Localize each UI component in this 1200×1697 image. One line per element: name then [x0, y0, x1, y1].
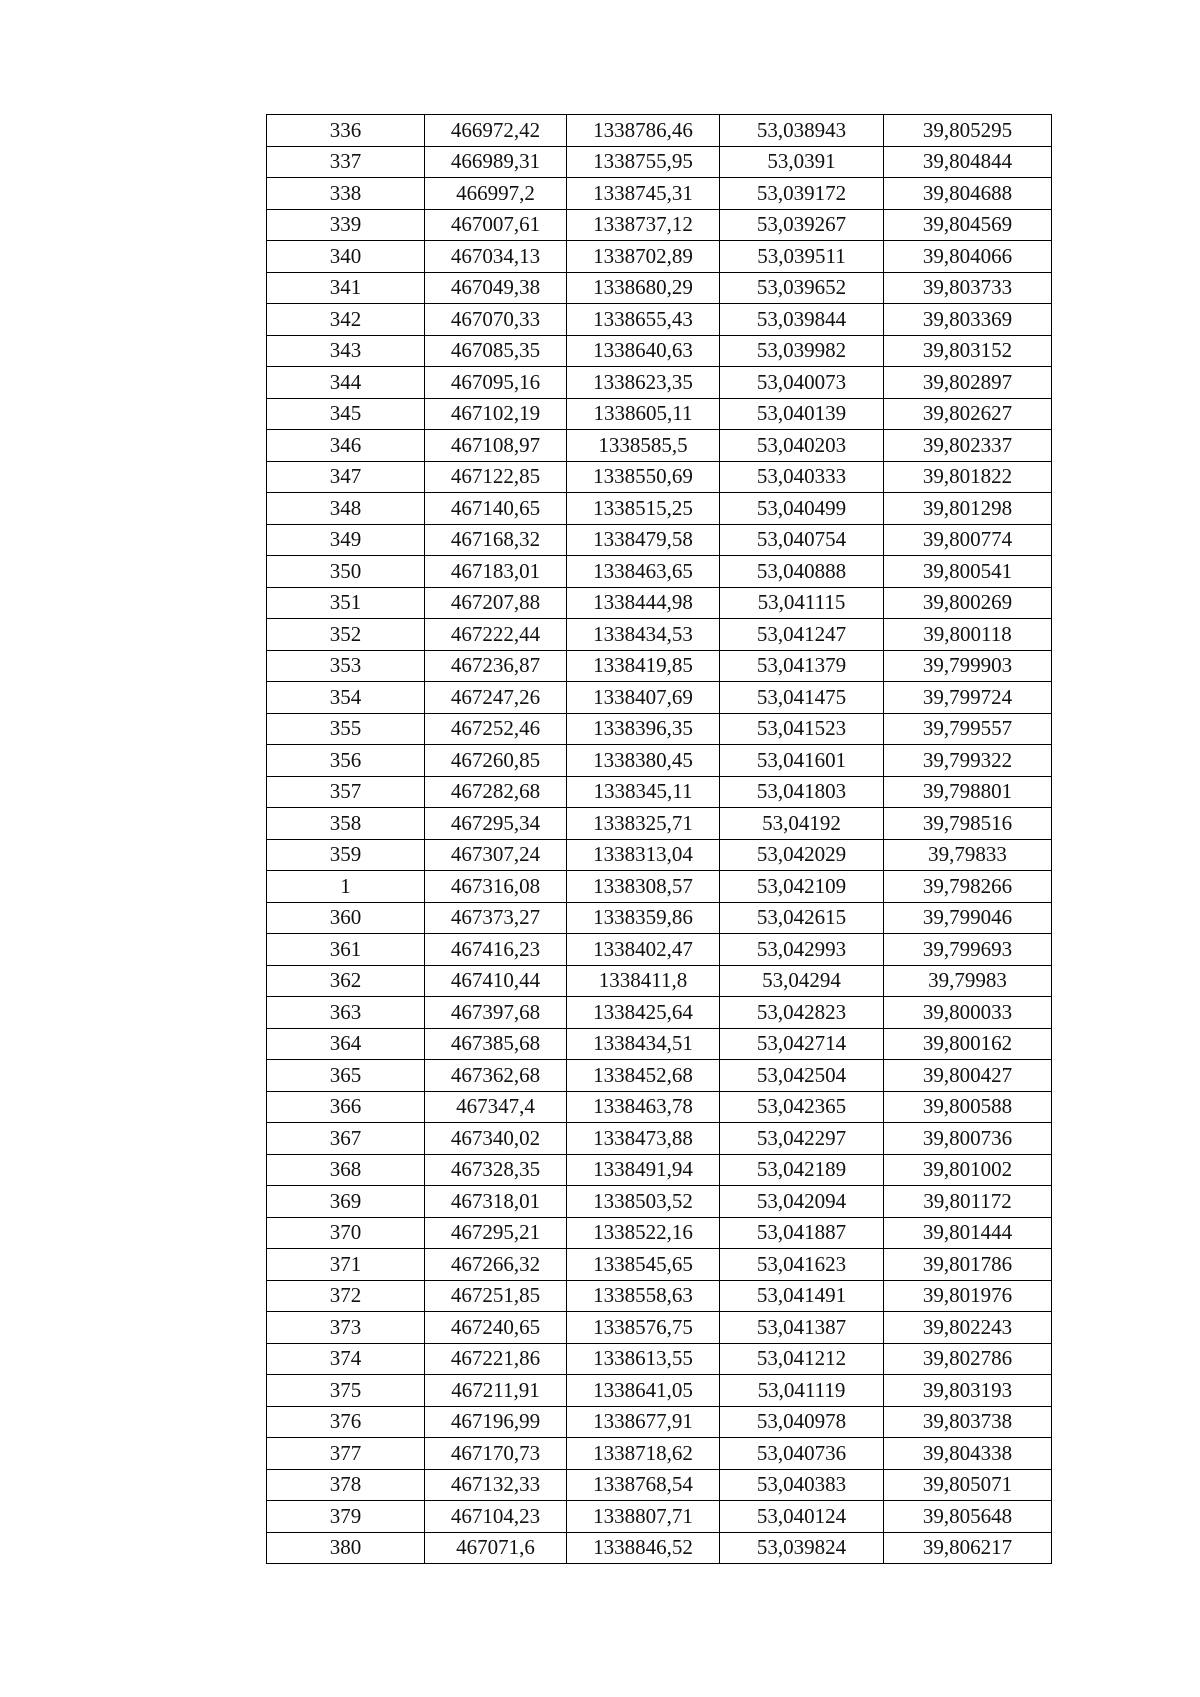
- y-coordinate-cell: 1338605,11: [567, 398, 720, 430]
- longitude-cell: 39,803733: [884, 272, 1052, 304]
- point-number-cell: 351: [267, 587, 425, 619]
- point-number-cell: 366: [267, 1091, 425, 1123]
- y-coordinate-cell: 1338768,54: [567, 1469, 720, 1501]
- x-coordinate-cell: 467266,32: [425, 1249, 567, 1281]
- longitude-cell: 39,798266: [884, 871, 1052, 903]
- latitude-cell: 53,040736: [720, 1438, 884, 1470]
- latitude-cell: 53,041247: [720, 619, 884, 651]
- x-coordinate-cell: 467034,13: [425, 241, 567, 273]
- x-coordinate-cell: 467410,44: [425, 965, 567, 997]
- point-number-cell: 350: [267, 556, 425, 588]
- latitude-cell: 53,041523: [720, 713, 884, 745]
- point-number-cell: 377: [267, 1438, 425, 1470]
- latitude-cell: 53,040499: [720, 493, 884, 525]
- table-row: [267, 1217, 1052, 1249]
- longitude-cell: 39,802627: [884, 398, 1052, 430]
- table-row: [267, 1469, 1052, 1501]
- point-number-cell: 373: [267, 1312, 425, 1344]
- table-row: [267, 1406, 1052, 1438]
- latitude-cell: 53,040124: [720, 1501, 884, 1533]
- longitude-cell: 39,799693: [884, 934, 1052, 966]
- x-coordinate-cell: 467385,68: [425, 1028, 567, 1060]
- table-row: [267, 1501, 1052, 1533]
- longitude-cell: 39,805648: [884, 1501, 1052, 1533]
- point-number-cell: 361: [267, 934, 425, 966]
- latitude-cell: 53,040978: [720, 1406, 884, 1438]
- table-row: [267, 745, 1052, 777]
- longitude-cell: 39,799724: [884, 682, 1052, 714]
- y-coordinate-cell: 1338396,35: [567, 713, 720, 745]
- y-coordinate-cell: 1338452,68: [567, 1060, 720, 1092]
- longitude-cell: 39,804688: [884, 178, 1052, 210]
- longitude-cell: 39,799557: [884, 713, 1052, 745]
- point-number-cell: 341: [267, 272, 425, 304]
- table-row: [267, 1154, 1052, 1186]
- longitude-cell: 39,802337: [884, 430, 1052, 462]
- latitude-cell: 53,040073: [720, 367, 884, 399]
- y-coordinate-cell: 1338623,35: [567, 367, 720, 399]
- x-coordinate-cell: 467211,91: [425, 1375, 567, 1407]
- x-coordinate-cell: 467240,65: [425, 1312, 567, 1344]
- y-coordinate-cell: 1338846,52: [567, 1532, 720, 1564]
- x-coordinate-cell: 466972,42: [425, 115, 567, 147]
- longitude-cell: 39,800541: [884, 556, 1052, 588]
- y-coordinate-cell: 1338325,71: [567, 808, 720, 840]
- y-coordinate-cell: 1338641,05: [567, 1375, 720, 1407]
- point-number-cell: 370: [267, 1217, 425, 1249]
- y-coordinate-cell: 1338680,29: [567, 272, 720, 304]
- y-coordinate-cell: 1338655,43: [567, 304, 720, 336]
- longitude-cell: 39,799903: [884, 650, 1052, 682]
- point-number-cell: 352: [267, 619, 425, 651]
- y-coordinate-cell: 1338545,65: [567, 1249, 720, 1281]
- point-number-cell: 365: [267, 1060, 425, 1092]
- x-coordinate-cell: 467007,61: [425, 209, 567, 241]
- table-row: [267, 367, 1052, 399]
- point-number-cell: 346: [267, 430, 425, 462]
- coordinates-table-body: [267, 115, 1052, 1564]
- table-row: [267, 902, 1052, 934]
- y-coordinate-cell: 1338718,62: [567, 1438, 720, 1470]
- y-coordinate-cell: 1338786,46: [567, 115, 720, 147]
- table-row: [267, 209, 1052, 241]
- table-row: [267, 839, 1052, 871]
- table-row: [267, 524, 1052, 556]
- y-coordinate-cell: 1338503,52: [567, 1186, 720, 1218]
- longitude-cell: 39,800427: [884, 1060, 1052, 1092]
- table-row: [267, 808, 1052, 840]
- table-row: [267, 430, 1052, 462]
- x-coordinate-cell: 467085,35: [425, 335, 567, 367]
- point-number-cell: 349: [267, 524, 425, 556]
- latitude-cell: 53,040754: [720, 524, 884, 556]
- y-coordinate-cell: 1338473,88: [567, 1123, 720, 1155]
- y-coordinate-cell: 1338308,57: [567, 871, 720, 903]
- table-row: [267, 272, 1052, 304]
- table-row: [267, 1280, 1052, 1312]
- longitude-cell: 39,803369: [884, 304, 1052, 336]
- table-row: [267, 461, 1052, 493]
- longitude-cell: 39,801002: [884, 1154, 1052, 1186]
- longitude-cell: 39,801786: [884, 1249, 1052, 1281]
- y-coordinate-cell: 1338463,65: [567, 556, 720, 588]
- y-coordinate-cell: 1338479,58: [567, 524, 720, 556]
- latitude-cell: 53,042615: [720, 902, 884, 934]
- longitude-cell: 39,798516: [884, 808, 1052, 840]
- table-row: [267, 776, 1052, 808]
- longitude-cell: 39,801822: [884, 461, 1052, 493]
- latitude-cell: 53,041887: [720, 1217, 884, 1249]
- point-number-cell: 347: [267, 461, 425, 493]
- point-number-cell: 340: [267, 241, 425, 273]
- longitude-cell: 39,804338: [884, 1438, 1052, 1470]
- x-coordinate-cell: 467108,97: [425, 430, 567, 462]
- x-coordinate-cell: 467122,85: [425, 461, 567, 493]
- point-number-cell: 372: [267, 1280, 425, 1312]
- point-number-cell: 360: [267, 902, 425, 934]
- longitude-cell: 39,803738: [884, 1406, 1052, 1438]
- y-coordinate-cell: 1338807,71: [567, 1501, 720, 1533]
- latitude-cell: 53,039172: [720, 178, 884, 210]
- point-number-cell: 362: [267, 965, 425, 997]
- longitude-cell: 39,804844: [884, 146, 1052, 178]
- latitude-cell: 53,041387: [720, 1312, 884, 1344]
- x-coordinate-cell: 467207,88: [425, 587, 567, 619]
- table-row: [267, 398, 1052, 430]
- latitude-cell: 53,040383: [720, 1469, 884, 1501]
- x-coordinate-cell: 467196,99: [425, 1406, 567, 1438]
- longitude-cell: 39,805071: [884, 1469, 1052, 1501]
- table-row: [267, 1312, 1052, 1344]
- x-coordinate-cell: 467340,02: [425, 1123, 567, 1155]
- y-coordinate-cell: 1338576,75: [567, 1312, 720, 1344]
- table-row: [267, 1060, 1052, 1092]
- x-coordinate-cell: 467318,01: [425, 1186, 567, 1218]
- x-coordinate-cell: 467362,68: [425, 1060, 567, 1092]
- latitude-cell: 53,041119: [720, 1375, 884, 1407]
- latitude-cell: 53,039267: [720, 209, 884, 241]
- table-row: [267, 146, 1052, 178]
- longitude-cell: 39,800269: [884, 587, 1052, 619]
- latitude-cell: 53,042109: [720, 871, 884, 903]
- y-coordinate-cell: 1338463,78: [567, 1091, 720, 1123]
- point-number-cell: 1: [267, 871, 425, 903]
- x-coordinate-cell: 467140,65: [425, 493, 567, 525]
- x-coordinate-cell: 467251,85: [425, 1280, 567, 1312]
- point-number-cell: 379: [267, 1501, 425, 1533]
- point-number-cell: 359: [267, 839, 425, 871]
- y-coordinate-cell: 1338411,8: [567, 965, 720, 997]
- point-number-cell: 363: [267, 997, 425, 1029]
- longitude-cell: 39,801976: [884, 1280, 1052, 1312]
- longitude-cell: 39,799046: [884, 902, 1052, 934]
- table-row: [267, 1438, 1052, 1470]
- longitude-cell: 39,800774: [884, 524, 1052, 556]
- latitude-cell: 53,041601: [720, 745, 884, 777]
- latitude-cell: 53,042189: [720, 1154, 884, 1186]
- longitude-cell: 39,804066: [884, 241, 1052, 273]
- point-number-cell: 338: [267, 178, 425, 210]
- y-coordinate-cell: 1338425,64: [567, 997, 720, 1029]
- table-row: [267, 304, 1052, 336]
- x-coordinate-cell: 467347,4: [425, 1091, 567, 1123]
- table-row: [267, 1028, 1052, 1060]
- point-number-cell: 356: [267, 745, 425, 777]
- longitude-cell: 39,800588: [884, 1091, 1052, 1123]
- point-number-cell: 342: [267, 304, 425, 336]
- table-row: [267, 682, 1052, 714]
- longitude-cell: 39,803152: [884, 335, 1052, 367]
- point-number-cell: 343: [267, 335, 425, 367]
- y-coordinate-cell: 1338380,45: [567, 745, 720, 777]
- x-coordinate-cell: 467183,01: [425, 556, 567, 588]
- table-row: [267, 1249, 1052, 1281]
- point-number-cell: 339: [267, 209, 425, 241]
- y-coordinate-cell: 1338585,5: [567, 430, 720, 462]
- y-coordinate-cell: 1338515,25: [567, 493, 720, 525]
- table-row: [267, 650, 1052, 682]
- x-coordinate-cell: 467104,23: [425, 1501, 567, 1533]
- latitude-cell: 53,041475: [720, 682, 884, 714]
- x-coordinate-cell: 467282,68: [425, 776, 567, 808]
- y-coordinate-cell: 1338444,98: [567, 587, 720, 619]
- table-row: [267, 1375, 1052, 1407]
- point-number-cell: 376: [267, 1406, 425, 1438]
- y-coordinate-cell: 1338613,55: [567, 1343, 720, 1375]
- latitude-cell: 53,042365: [720, 1091, 884, 1123]
- x-coordinate-cell: 467132,33: [425, 1469, 567, 1501]
- table-row: [267, 997, 1052, 1029]
- y-coordinate-cell: 1338434,51: [567, 1028, 720, 1060]
- longitude-cell: 39,799322: [884, 745, 1052, 777]
- y-coordinate-cell: 1338402,47: [567, 934, 720, 966]
- x-coordinate-cell: 467295,34: [425, 808, 567, 840]
- longitude-cell: 39,806217: [884, 1532, 1052, 1564]
- table-row: [267, 241, 1052, 273]
- latitude-cell: 53,042993: [720, 934, 884, 966]
- x-coordinate-cell: 467095,16: [425, 367, 567, 399]
- point-number-cell: 380: [267, 1532, 425, 1564]
- longitude-cell: 39,801172: [884, 1186, 1052, 1218]
- y-coordinate-cell: 1338313,04: [567, 839, 720, 871]
- latitude-cell: 53,041212: [720, 1343, 884, 1375]
- longitude-cell: 39,798801: [884, 776, 1052, 808]
- point-number-cell: 354: [267, 682, 425, 714]
- point-number-cell: 368: [267, 1154, 425, 1186]
- longitude-cell: 39,801444: [884, 1217, 1052, 1249]
- latitude-cell: 53,039511: [720, 241, 884, 273]
- x-coordinate-cell: 467316,08: [425, 871, 567, 903]
- y-coordinate-cell: 1338677,91: [567, 1406, 720, 1438]
- point-number-cell: 371: [267, 1249, 425, 1281]
- y-coordinate-cell: 1338558,63: [567, 1280, 720, 1312]
- longitude-cell: 39,802243: [884, 1312, 1052, 1344]
- y-coordinate-cell: 1338407,69: [567, 682, 720, 714]
- x-coordinate-cell: 467170,73: [425, 1438, 567, 1470]
- table-row: [267, 493, 1052, 525]
- point-number-cell: 357: [267, 776, 425, 808]
- latitude-cell: 53,039652: [720, 272, 884, 304]
- longitude-cell: 39,800118: [884, 619, 1052, 651]
- latitude-cell: 53,042823: [720, 997, 884, 1029]
- y-coordinate-cell: 1338419,85: [567, 650, 720, 682]
- table-row: [267, 1123, 1052, 1155]
- latitude-cell: 53,040203: [720, 430, 884, 462]
- longitude-cell: 39,801298: [884, 493, 1052, 525]
- y-coordinate-cell: 1338359,86: [567, 902, 720, 934]
- table-row: [267, 556, 1052, 588]
- x-coordinate-cell: 467236,87: [425, 650, 567, 682]
- latitude-cell: 53,040333: [720, 461, 884, 493]
- point-number-cell: 369: [267, 1186, 425, 1218]
- latitude-cell: 53,040888: [720, 556, 884, 588]
- latitude-cell: 53,039982: [720, 335, 884, 367]
- longitude-cell: 39,79833: [884, 839, 1052, 871]
- x-coordinate-cell: 467222,44: [425, 619, 567, 651]
- y-coordinate-cell: 1338522,16: [567, 1217, 720, 1249]
- latitude-cell: 53,040139: [720, 398, 884, 430]
- longitude-cell: 39,804569: [884, 209, 1052, 241]
- point-number-cell: 374: [267, 1343, 425, 1375]
- x-coordinate-cell: 467373,27: [425, 902, 567, 934]
- latitude-cell: 53,039824: [720, 1532, 884, 1564]
- latitude-cell: 53,042029: [720, 839, 884, 871]
- x-coordinate-cell: 467049,38: [425, 272, 567, 304]
- table-row: [267, 587, 1052, 619]
- point-number-cell: 348: [267, 493, 425, 525]
- y-coordinate-cell: 1338737,12: [567, 209, 720, 241]
- x-coordinate-cell: 467307,24: [425, 839, 567, 871]
- table-row: [267, 1532, 1052, 1564]
- latitude-cell: 53,04192: [720, 808, 884, 840]
- latitude-cell: 53,042297: [720, 1123, 884, 1155]
- latitude-cell: 53,041491: [720, 1280, 884, 1312]
- x-coordinate-cell: 466997,2: [425, 178, 567, 210]
- x-coordinate-cell: 467102,19: [425, 398, 567, 430]
- latitude-cell: 53,041623: [720, 1249, 884, 1281]
- x-coordinate-cell: 467252,46: [425, 713, 567, 745]
- longitude-cell: 39,800162: [884, 1028, 1052, 1060]
- longitude-cell: 39,802786: [884, 1343, 1052, 1375]
- longitude-cell: 39,805295: [884, 115, 1052, 147]
- latitude-cell: 53,042504: [720, 1060, 884, 1092]
- point-number-cell: 355: [267, 713, 425, 745]
- latitude-cell: 53,04294: [720, 965, 884, 997]
- table-row: [267, 1186, 1052, 1218]
- point-number-cell: 375: [267, 1375, 425, 1407]
- table-row: [267, 934, 1052, 966]
- table-row: [267, 1343, 1052, 1375]
- x-coordinate-cell: 467260,85: [425, 745, 567, 777]
- y-coordinate-cell: 1338640,63: [567, 335, 720, 367]
- y-coordinate-cell: 1338550,69: [567, 461, 720, 493]
- table-row: [267, 115, 1052, 147]
- latitude-cell: 53,041379: [720, 650, 884, 682]
- x-coordinate-cell: 467397,68: [425, 997, 567, 1029]
- table-row: [267, 713, 1052, 745]
- x-coordinate-cell: 467328,35: [425, 1154, 567, 1186]
- latitude-cell: 53,041115: [720, 587, 884, 619]
- point-number-cell: 364: [267, 1028, 425, 1060]
- point-number-cell: 344: [267, 367, 425, 399]
- x-coordinate-cell: 467416,23: [425, 934, 567, 966]
- latitude-cell: 53,042714: [720, 1028, 884, 1060]
- y-coordinate-cell: 1338745,31: [567, 178, 720, 210]
- latitude-cell: 53,041803: [720, 776, 884, 808]
- table-row: [267, 965, 1052, 997]
- point-number-cell: 358: [267, 808, 425, 840]
- longitude-cell: 39,803193: [884, 1375, 1052, 1407]
- point-number-cell: 336: [267, 115, 425, 147]
- latitude-cell: 53,042094: [720, 1186, 884, 1218]
- coordinates-table: [266, 114, 1052, 1564]
- latitude-cell: 53,038943: [720, 115, 884, 147]
- table-row: [267, 178, 1052, 210]
- table-row: [267, 871, 1052, 903]
- point-number-cell: 353: [267, 650, 425, 682]
- longitude-cell: 39,79983: [884, 965, 1052, 997]
- x-coordinate-cell: 467221,86: [425, 1343, 567, 1375]
- y-coordinate-cell: 1338345,11: [567, 776, 720, 808]
- table-row: [267, 335, 1052, 367]
- point-number-cell: 345: [267, 398, 425, 430]
- point-number-cell: 378: [267, 1469, 425, 1501]
- y-coordinate-cell: 1338702,89: [567, 241, 720, 273]
- longitude-cell: 39,800033: [884, 997, 1052, 1029]
- y-coordinate-cell: 1338755,95: [567, 146, 720, 178]
- point-number-cell: 367: [267, 1123, 425, 1155]
- table-row: [267, 619, 1052, 651]
- longitude-cell: 39,800736: [884, 1123, 1052, 1155]
- x-coordinate-cell: 466989,31: [425, 146, 567, 178]
- latitude-cell: 53,0391: [720, 146, 884, 178]
- y-coordinate-cell: 1338434,53: [567, 619, 720, 651]
- x-coordinate-cell: 467071,6: [425, 1532, 567, 1564]
- x-coordinate-cell: 467295,21: [425, 1217, 567, 1249]
- x-coordinate-cell: 467247,26: [425, 682, 567, 714]
- x-coordinate-cell: 467168,32: [425, 524, 567, 556]
- x-coordinate-cell: 467070,33: [425, 304, 567, 336]
- longitude-cell: 39,802897: [884, 367, 1052, 399]
- latitude-cell: 53,039844: [720, 304, 884, 336]
- table-row: [267, 1091, 1052, 1123]
- point-number-cell: 337: [267, 146, 425, 178]
- y-coordinate-cell: 1338491,94: [567, 1154, 720, 1186]
